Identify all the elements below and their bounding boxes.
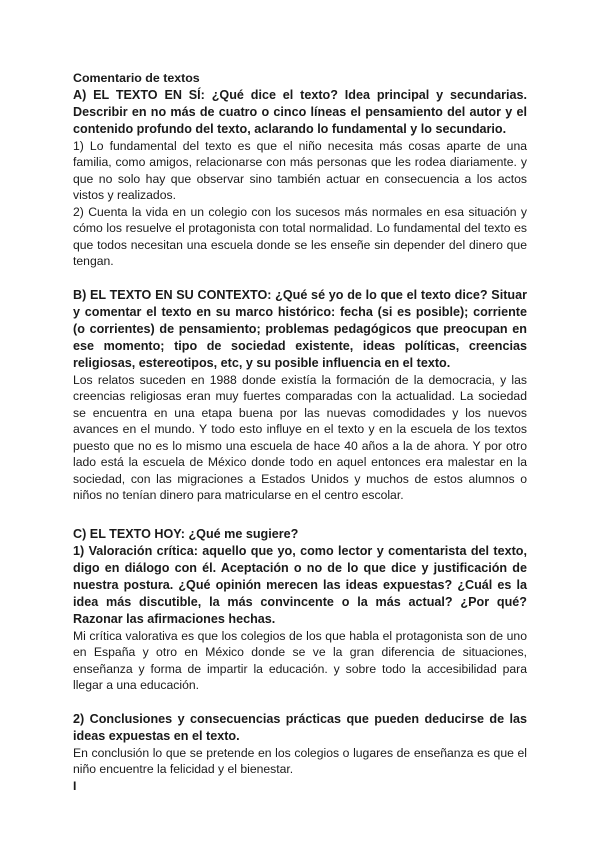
section-c2-heading: 2) Conclusiones y consecuencias prácticas que pueden deducirse de las ideas expuestas en el texto.: [73, 711, 527, 743]
text-cursor[interactable]: I: [73, 778, 77, 793]
document-page: [73, 70, 527, 794]
spacer: [73, 504, 527, 526]
spacer: [73, 270, 527, 287]
section-a-paragraph-2: 2) Cuenta la vida en un colegio con los sucesos más normales en esa situación y cómo los resuelve el protagonista con total normalidad. Lo fundamental del texto es que todos necesitan una escuela donde se les enseñe sin depender del dinero que tengan.: [73, 204, 527, 268]
section-b-heading: B) EL TEXTO EN SU CONTEXTO: ¿Qué sé yo de lo que el texto dice? Situar y comentar el texto en su marco histórico: fecha (si es posible); corriente (o corrientes) de pensamiento; problemas pedagógicos que preocupan en ese momento; tipo de sociedad existente, ideas políticas, creencias religiosas, estereotipos, etc, y su posible influencia en el texto.: [73, 287, 527, 370]
section-b-paragraph-1: Los relatos suceden en 1988 donde existía la formación de la democracia, y las creencias religiosas eran muy fuertes comparadas con la actualidad. La sociedad se encuentra en una etapa buena por las nuevas comodidades y los nuevos avances en el mundo. Y todo esto influye en el texto y en la escuela de los textos puesto que no es lo mismo una escuela de hace 40 años a la de ahora. Y por otro lado está la escuela de México donde todo en aquel entonces era malestar en la sociedad, con las migraciones a Estados Unidos y muchos de estos alumnos o niños no tenían dinero para matricularse en el centro escolar.: [73, 372, 527, 502]
document-title: Comentario de textos: [73, 71, 200, 85]
section-c2-paragraph-1: En conclusión lo que se pretende en los colegios o lugares de enseñanza es que el niño encuentre la felicidad y el bienestar.: [73, 745, 527, 776]
section-c-heading: C) EL TEXTO HOY: ¿Qué me sugiere?: [73, 526, 299, 541]
section-c1-paragraph-1: Mi crítica valorativa es que los colegios de los que habla el protagonista son de uno en España y otro en México donde se ve la gran diferencia de situaciones, enseñanza y forma de impartir la educación. y sobre todo la accesibilidad para llegar a una educación.: [73, 628, 527, 692]
spacer: [73, 694, 527, 711]
section-a-paragraph-1: 1) Lo fundamental del texto es que el niño necesita más cosas aparte de una familia, como amigos, relacionarse con más personas que les rodea diariamente. y que no solo hay que observar sino también actuar en consecuencia a los actos vistos y realizados.: [73, 138, 527, 202]
section-a-heading: A) EL TEXTO EN SÍ: ¿Qué dice el texto? Idea principal y secundarias. Describir en no más de cuatro o cinco líneas el pensamiento del autor y el contenido profundo del texto, aclarando lo fundamental y lo secundario.: [73, 87, 527, 136]
section-c1-heading: 1) Valoración crítica: aquello que yo, como lector y comentarista del texto, digo en diálogo con él. Aceptación o no de lo que dice y justificación de nuestra postura. ¿Qué opinión merecen las ideas expuestas? ¿Cuál es la idea más discutible, la más convincente o la más actual? ¿Por qué? Razonar las afirmaciones hechas.: [73, 543, 527, 626]
